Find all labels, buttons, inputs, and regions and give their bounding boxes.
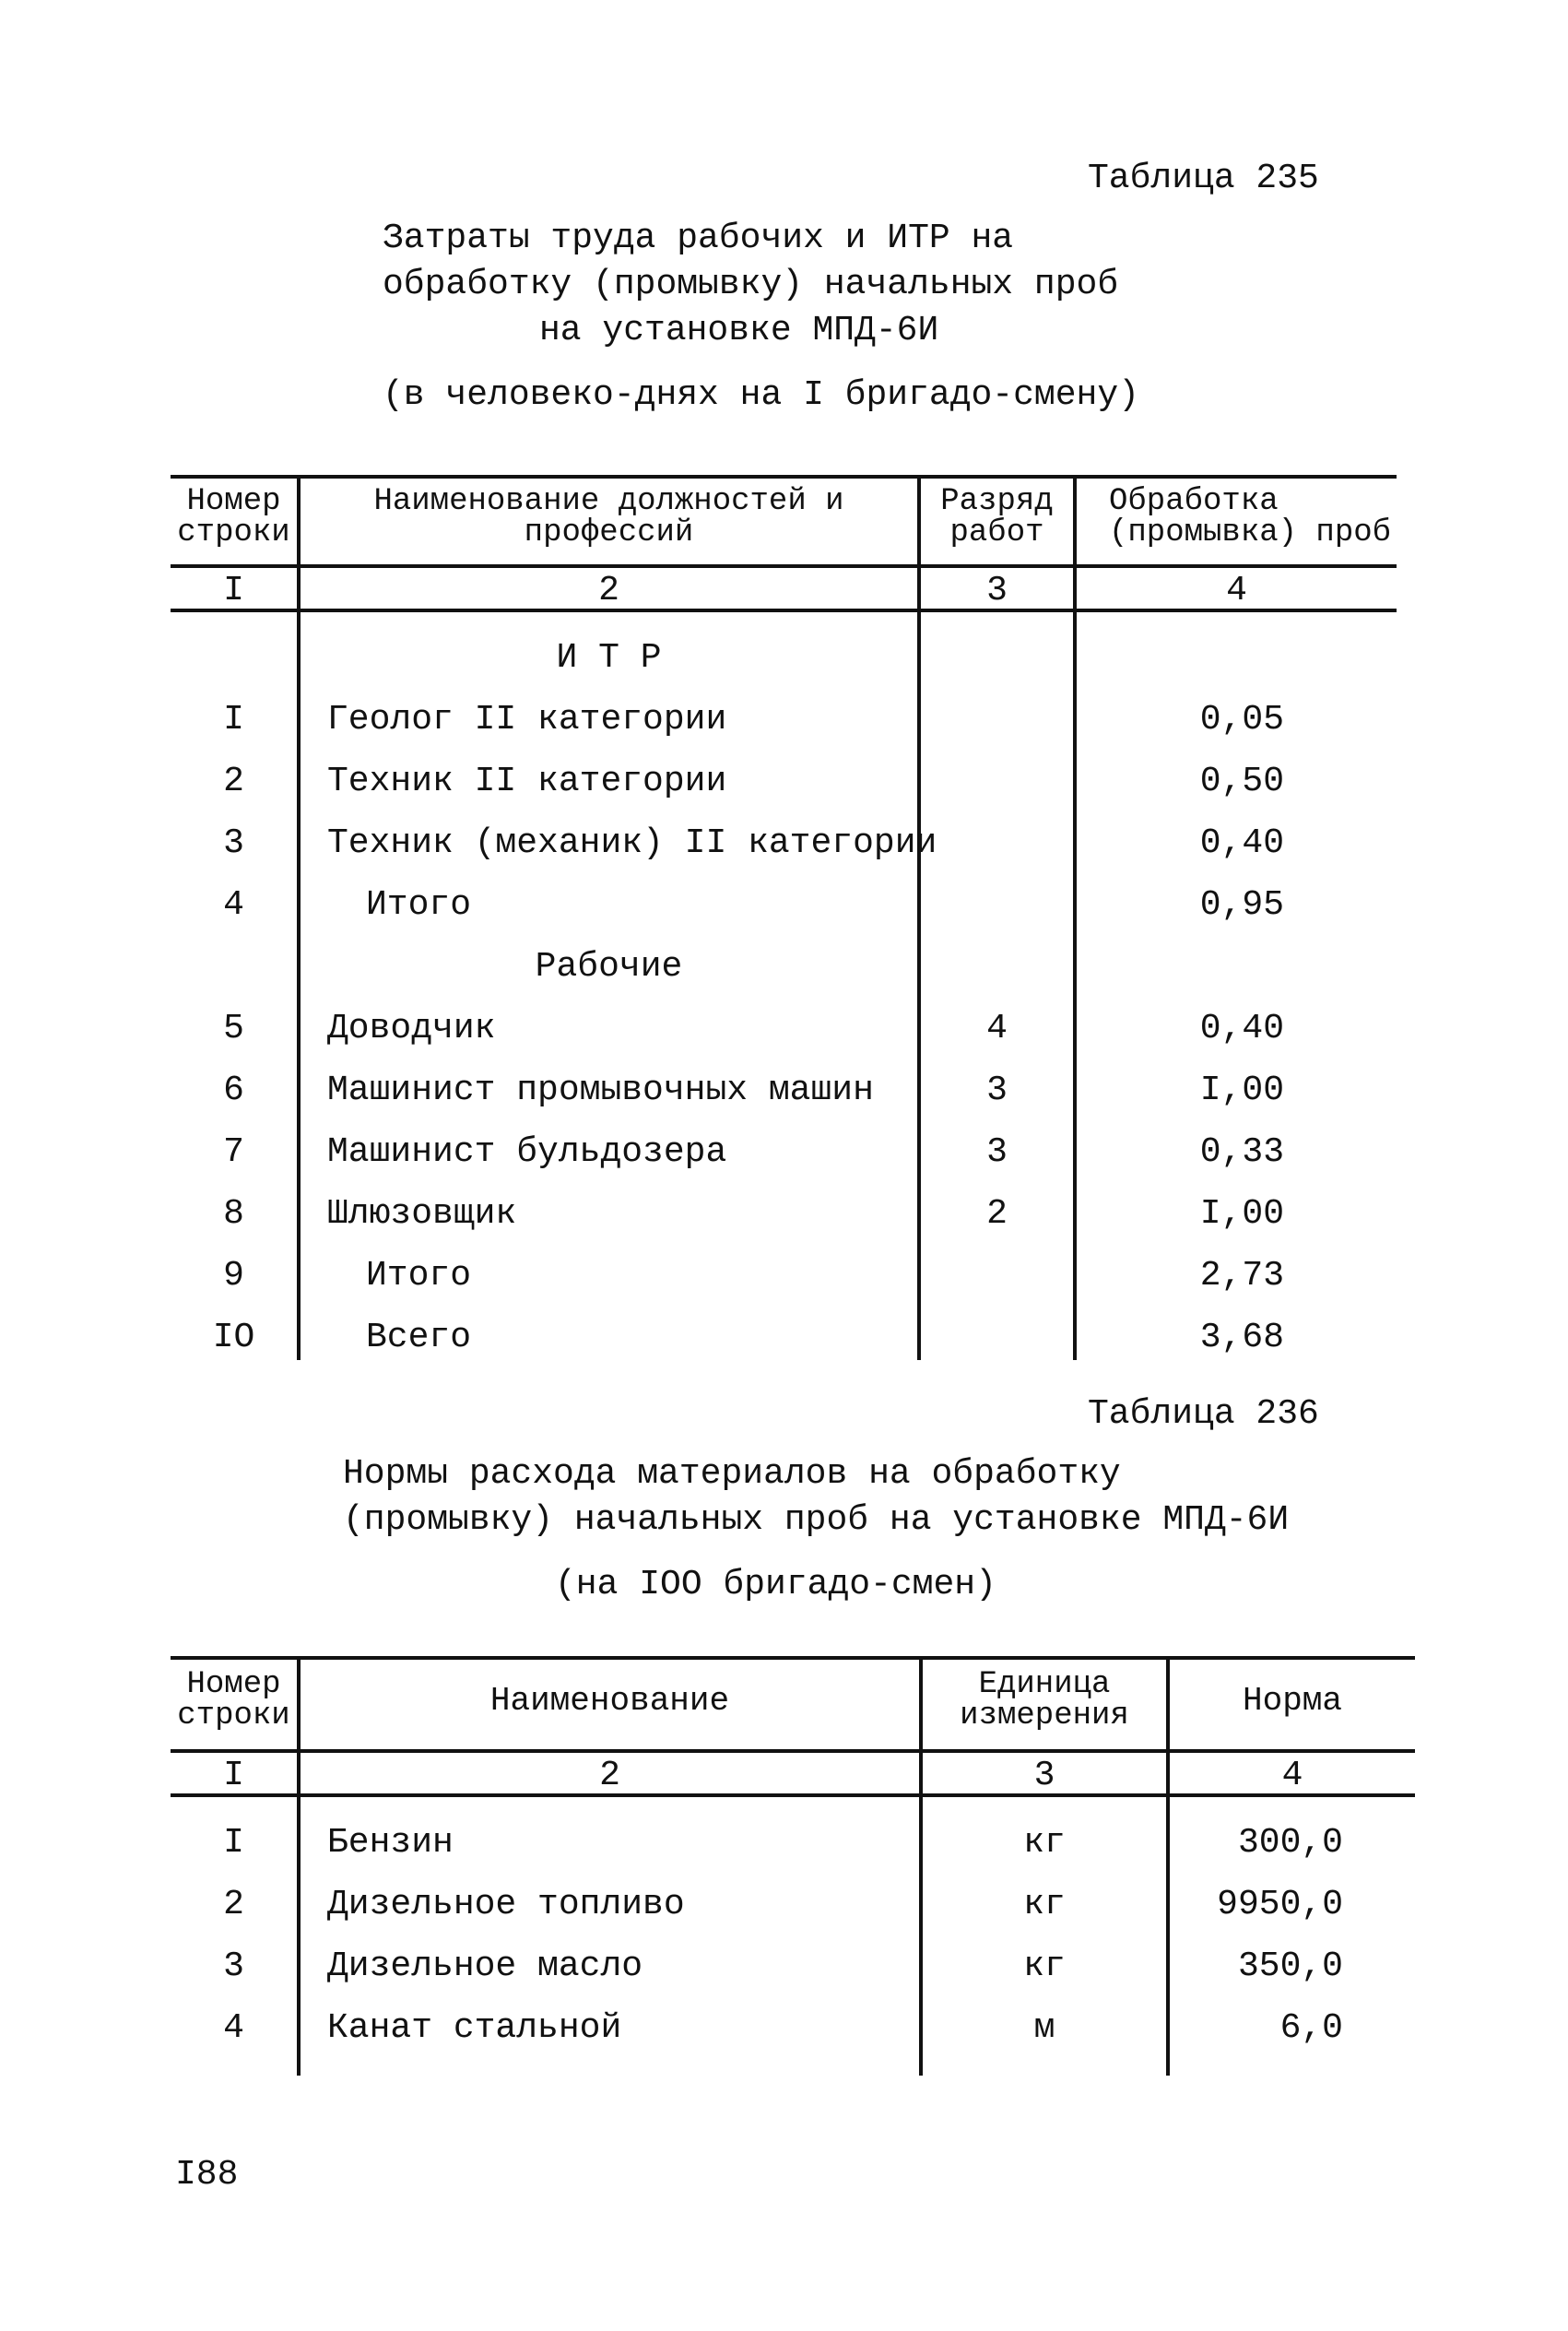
t236-top-border [171, 1656, 1415, 1660]
t235-header-name [301, 486, 917, 549]
t236-header-unit [923, 1669, 1166, 1732]
t235-row10-num: IO [212, 1318, 255, 1357]
t235-row3-value: 0,40 [1199, 823, 1284, 863]
t235-row7-name: Машинист бульдозера [327, 1132, 727, 1172]
t236-row4-unit: м [1033, 2008, 1055, 2048]
t235-row8-num: 8 [223, 1194, 244, 1234]
t235-header-grade-line1: Разряд [940, 484, 1054, 519]
t235-header-value-line2: (промывка) проб [1109, 515, 1392, 550]
t235-row1-num: I [223, 700, 244, 740]
t236-row2-unit: кг [1023, 1885, 1066, 1924]
t235-header-name-line1: Наименование должностей и [373, 484, 844, 519]
t236-header-unit-line2: измерения [960, 1698, 1129, 1733]
t236-colnum-2: 2 [599, 1756, 620, 1795]
t236-header-name: Наименование [489, 1682, 730, 1720]
t236-colnum-4: 4 [1281, 1756, 1303, 1795]
t236-row3-norm: 350,0 [1237, 1946, 1343, 1986]
t235-row5-grade: 4 [986, 1009, 1008, 1048]
t235-colnum-2: 2 [598, 571, 619, 610]
t236-row1-name: Бензин [327, 1823, 454, 1863]
t235-row9-name: Итого [366, 1256, 472, 1296]
t235-header-name-line2: профессий [524, 515, 694, 550]
t235-row1-name: Геолог II категории [327, 700, 727, 740]
t235-row7-num: 7 [223, 1132, 244, 1172]
t235-header-num [171, 486, 297, 549]
t236-row1-unit: кг [1023, 1823, 1066, 1863]
t235-row2-value: 0,50 [1199, 762, 1284, 801]
table-236-title-line-1: Нормы расхода материалов на обработку [343, 1454, 1121, 1494]
t235-row6-value: I,00 [1199, 1071, 1284, 1110]
t235-header-border [171, 564, 1397, 568]
t235-row7-value: 0,33 [1199, 1132, 1284, 1172]
t236-row4-name: Канат стальной [327, 2008, 622, 2048]
page-number: I88 [175, 2155, 239, 2195]
t236-header-num-line1: Номер [186, 1667, 281, 1702]
t235-top-border [171, 475, 1397, 479]
table-235-title-line-3: на установке МПД-6И [539, 311, 939, 350]
t236-row3-unit: кг [1023, 1946, 1066, 1986]
t236-vline-1 [297, 1656, 301, 2076]
t235-row6-grade: 3 [986, 1071, 1008, 1110]
t235-row10-value: 3,68 [1199, 1318, 1284, 1357]
t236-row1-num: I [223, 1823, 244, 1863]
t235-row6-num: 6 [223, 1071, 244, 1110]
t236-header-num-line2: строки [177, 1698, 290, 1733]
t236-row3-name: Дизельное масло [327, 1946, 643, 1986]
t236-colnum-1: I [223, 1756, 244, 1795]
table-235-title-line-2: обработку (промывку) начальных проб [383, 265, 1119, 304]
table-236-label: Таблица 236 [1088, 1394, 1319, 1434]
t235-header-grade [921, 486, 1073, 549]
t235-row7-grade: 3 [986, 1132, 1008, 1172]
table-235-subtitle: (в человеко-днях на I бригадо-смену) [383, 375, 1139, 415]
t235-header-num-line2: строки [177, 515, 290, 550]
t235-row4-value: 0,95 [1199, 885, 1284, 925]
t235-colnum-3: 3 [986, 571, 1008, 610]
t235-row5-value: 0,40 [1199, 1009, 1284, 1048]
t236-row2-name: Дизельное топливо [327, 1885, 685, 1924]
t236-colnum-border [171, 1793, 1415, 1797]
t235-row8-value: I,00 [1199, 1194, 1284, 1234]
t235-row9-value: 2,73 [1199, 1256, 1284, 1296]
t235-colnum-1: I [223, 571, 244, 610]
t235-header-num-line1: Номер [186, 484, 281, 519]
table-236-subtitle: (на IOO бригадо-смен) [555, 1565, 996, 1604]
t236-colnum-3: 3 [1033, 1756, 1055, 1795]
t235-row5-name: Доводчик [327, 1009, 496, 1048]
t235-row9-num: 9 [223, 1256, 244, 1296]
table-236-title-line-2: (промывку) начальных проб на установке МПД-6И [343, 1500, 1290, 1540]
t235-row5-num: 5 [223, 1009, 244, 1048]
t235-row2-name: Техник II категории [327, 762, 727, 801]
t235-row6-name: Машинист промывочных машин [327, 1071, 874, 1110]
t236-row2-norm: 9950,0 [1217, 1885, 1343, 1924]
t235-row2-num: 2 [223, 762, 244, 801]
table-235-title-line-1: Затраты труда рабочих и ИТР на [383, 219, 1014, 258]
t235-colnum-border [171, 609, 1397, 612]
table-235-label: Таблица 235 [1088, 159, 1319, 198]
t236-row2-num: 2 [223, 1885, 244, 1924]
t236-row4-num: 4 [223, 2008, 244, 2048]
t235-row1-value: 0,05 [1199, 700, 1284, 740]
t235-section-itr: И Т Р [556, 638, 662, 678]
t236-row1-norm: 300,0 [1237, 1823, 1343, 1863]
t235-row4-num: 4 [223, 885, 244, 925]
t235-colnum-4: 4 [1226, 571, 1247, 610]
t236-header-unit-line1: Единица [978, 1667, 1111, 1702]
t235-header-value [1077, 486, 1397, 549]
t235-row3-name: Техник (механик) II категории [327, 823, 937, 863]
t235-header-grade-line2: работ [949, 515, 1044, 550]
t235-section-workers: Рабочие [535, 947, 683, 987]
t235-row8-grade: 2 [986, 1194, 1008, 1234]
t235-row8-name: Шлюзовщик [327, 1194, 517, 1234]
t236-row4-norm: 6,0 [1279, 2008, 1343, 2048]
t236-header-num [171, 1669, 297, 1732]
t235-row3-num: 3 [223, 823, 244, 863]
t235-row10-name: Всего [366, 1318, 472, 1357]
t235-header-value-line1: Обработка [1109, 484, 1279, 519]
t235-row4-name: Итого [366, 885, 472, 925]
t236-row3-num: 3 [223, 1946, 244, 1986]
t236-header-border [171, 1749, 1415, 1753]
t236-header-norm: Норма [1242, 1682, 1343, 1720]
